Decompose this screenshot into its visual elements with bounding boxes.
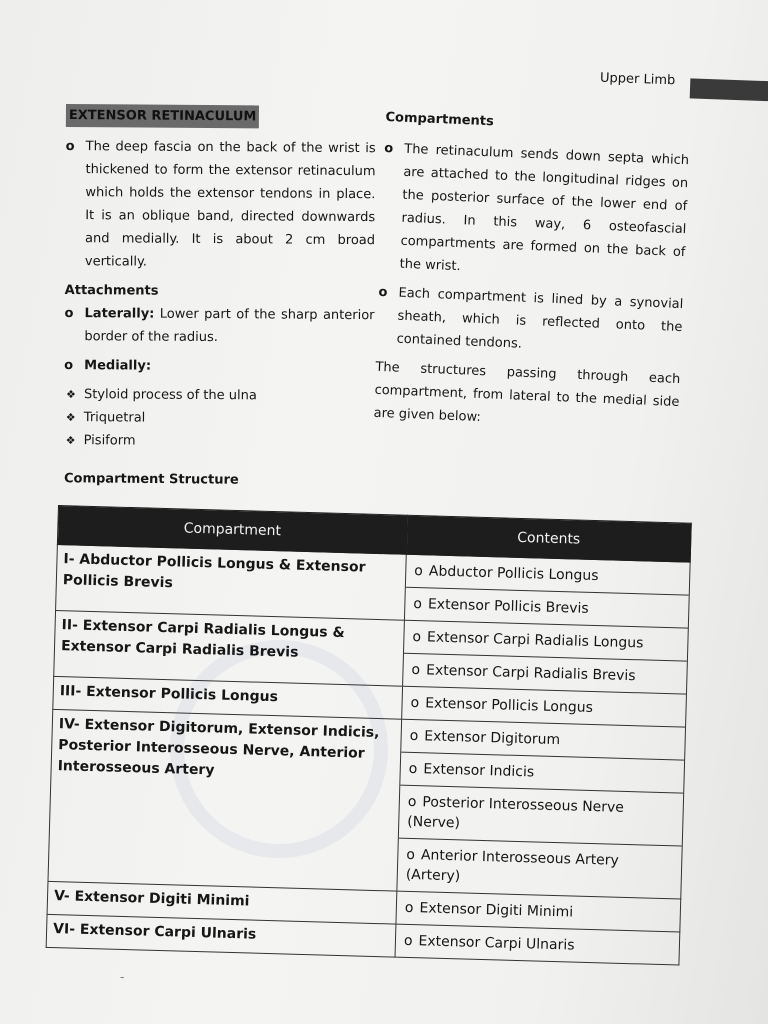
contents-cell: [395, 924, 680, 965]
compartment-cell: III- Extensor Pollicis Longus: [53, 676, 403, 719]
retinaculum-intro: [65, 135, 376, 275]
content-item-text: Extensor Indicis: [423, 761, 535, 781]
compartment-cell: II- Extensor Carpi Radialis Longus & Extensor Carpi Radialis Brevis: [54, 610, 405, 686]
content-item-text: Extensor Pollicis Longus: [424, 695, 594, 717]
attachments-title: Attachments: [64, 282, 159, 299]
running-header: Upper Limb: [599, 70, 676, 89]
right-column: [373, 106, 691, 437]
circle-bullet-icon: o: [408, 760, 418, 778]
circle-bullet-icon: o: [411, 661, 421, 679]
circle-bullet-icon: o: [378, 284, 388, 301]
content-item-text: Extensor Carpi Radialis Brevis: [425, 662, 636, 685]
compartment-table-wrap: [46, 505, 692, 966]
laterally-text: Lower part of the sharp anterior border of the radius.: [84, 306, 375, 346]
laterally-label: Laterally:: [84, 306, 155, 322]
header-bar: [690, 78, 768, 101]
content-item: [396, 925, 680, 965]
laterally-item: [64, 302, 374, 350]
circle-bullet-icon: o: [412, 628, 422, 646]
content-item-text: Extensor Carpi Radialis Longus: [426, 629, 644, 652]
content-item: [399, 786, 683, 847]
compartment-cell: V- Extensor Digiti Minimi: [47, 881, 397, 924]
contents-cell: [404, 554, 690, 628]
circle-bullet-icon: o: [414, 562, 424, 580]
compartment-table: [46, 505, 692, 966]
page-mark: -: [120, 970, 125, 984]
medially-item: [64, 354, 374, 379]
table-row: [48, 709, 686, 899]
circle-bullet-icon: o: [413, 595, 423, 613]
contents-cell: [397, 719, 686, 899]
left-column: [64, 104, 376, 454]
section-title-compartments: Compartments: [385, 109, 495, 130]
content-item-text: Extensor Carpi Ulnaris: [418, 933, 575, 954]
diamond-bullet-icon: ❖: [65, 411, 76, 425]
content-item-text: Anterior Interosseous Artery (Artery): [405, 847, 620, 885]
table-heading: Compartment Structure: [63, 471, 239, 488]
col-header-compartment: Compartment: [57, 506, 407, 555]
compartments-closing: The structures passing through each compartment, from lateral to the medial side are given below:: [373, 359, 681, 426]
medially-subitem: [64, 429, 374, 454]
content-item-text: Extensor Digitorum: [424, 728, 561, 749]
circle-bullet-icon: o: [409, 727, 419, 745]
compartment-cell: I- Abductor Pollicis Longus & Extensor Pollicis Brevis: [56, 544, 407, 620]
content-item: [397, 839, 681, 899]
circle-bullet-icon: o: [410, 694, 420, 712]
circle-bullet-icon: o: [404, 899, 414, 917]
medially-subitem: [64, 383, 374, 408]
content-item-text: Abductor Pollicis Longus: [428, 563, 599, 585]
retinaculum-intro-text: The deep fascia on the back of the wrist is thickened to form the extensor retinaculum which holds the extensor tendons in place. It is an oblique band, directed downwards and medially. It is about 2 cm broad vertically.: [84, 139, 376, 270]
diamond-bullet-icon: ❖: [65, 388, 76, 402]
col-header-contents: Contents: [406, 515, 691, 562]
table-body: [46, 544, 690, 965]
diamond-bullet-icon: ❖: [65, 434, 76, 448]
medially-subitem: [64, 406, 374, 431]
compartments-bullet-text: Each compartment is lined by a synovial sheath, which is reflected onto the contained tendons.: [396, 285, 684, 352]
medially-subitem-text: Styloid process of the ulna: [83, 387, 257, 404]
contents-cell: [403, 620, 689, 694]
circle-bullet-icon: o: [64, 357, 74, 374]
compartments-bullet: [379, 137, 689, 287]
medially-subitem-text: Triquetral: [83, 410, 146, 426]
section-title-extensor-retinaculum: EXTENSOR RETINACULUM: [66, 104, 260, 128]
medially-subitem-text: Pisiform: [83, 433, 136, 449]
compartment-cell: IV- Extensor Digitorum, Extensor Indicis, Posterior Interosseous Nerve, Anterior Interosseous Artery: [48, 709, 402, 891]
compartment-cell: VI- Extensor Carpi Ulnaris: [46, 914, 396, 957]
compartments-bullet: [376, 281, 684, 362]
content-item-text: Extensor Pollicis Brevis: [427, 596, 589, 617]
circle-bullet-icon: o: [403, 932, 413, 950]
circle-bullet-icon: o: [65, 138, 75, 155]
content-item-text: Posterior Interosseous Nerve (Nerve): [407, 794, 625, 832]
circle-bullet-icon: o: [64, 305, 74, 322]
circle-bullet-icon: o: [407, 793, 417, 811]
medially-label: Medially:: [84, 358, 152, 374]
content-item-text: Extensor Digiti Minimi: [419, 900, 574, 921]
circle-bullet-icon: o: [406, 846, 416, 864]
compartments-bullet-text: The retinaculum sends down septa which are attached to the longitudinal ridges on the posterior surface of the lower end of radius. In this way, 6 osteofascial compartments are formed on the back of the wrist.: [399, 141, 690, 275]
circle-bullet-icon: o: [383, 140, 394, 157]
